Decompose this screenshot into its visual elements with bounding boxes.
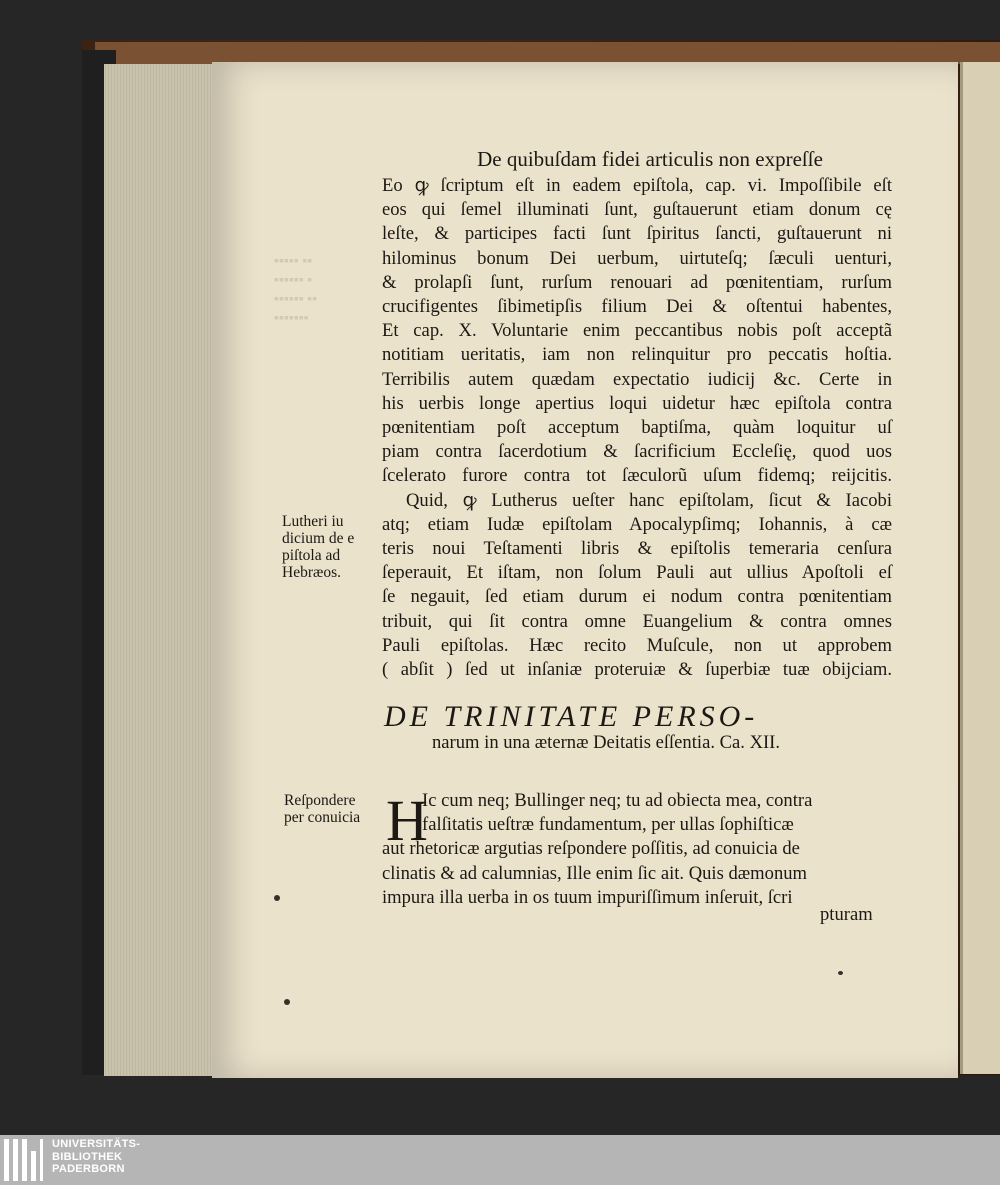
text-line: impura illa uerba in os tuum impuriſſimum inſeruit, ſcri xyxy=(382,886,793,908)
text-line: ſcelerato furore contra tot ſæculorũ uſum fidemq; reijcitis. xyxy=(382,465,892,487)
margin-note-line: Hebræos. xyxy=(282,564,341,581)
library-line-1: UNIVERSITÄTS- xyxy=(52,1138,141,1150)
library-name xyxy=(52,1138,140,1176)
text-line: clinatis & ad calumnias, Ille enim ſic ait. Quis dæmonum xyxy=(382,862,807,884)
library-line-2: BIBLIOTHEK xyxy=(52,1150,123,1163)
text-line: Terribilis autem quædam expectatio iudicij &c. Certe in xyxy=(382,368,892,390)
book-page xyxy=(212,62,958,1078)
margin-note-line: dicium de e xyxy=(282,530,355,547)
margin-note-line: Reſpondere xyxy=(284,792,356,809)
text-line: eos qui ſemel illuminati ſunt, guſtauerunt etiam donum cę xyxy=(382,199,892,221)
text-line: leſte, & participes facti ſunt ſpiritus ſancti, guſtauerunt ni xyxy=(382,223,892,245)
text-line: notitiam ueritatis, iam non relinquitur pro peccatis hoſtia. xyxy=(382,344,892,366)
ink-speck xyxy=(838,971,843,975)
catchword: pturam xyxy=(820,904,873,925)
text-line: crucifigentes ſibimetipſis filium Dei & oſtentui habentes, xyxy=(382,296,892,318)
page-edges xyxy=(104,64,214,1076)
cover-top-edge xyxy=(95,42,1000,64)
text-line: atq; etiam Iudæ epiſtolam Apocalypſimq; Iohannis, à cæ xyxy=(382,513,892,535)
text-line: ſe negauit, ſed etiam durum ei nodum contra pœnitentiam xyxy=(382,586,892,608)
chapter-paragraph xyxy=(382,789,892,910)
text-line: pœnitentiam poſt acceptum baptiſma, quàm loquitur uſ xyxy=(382,417,892,439)
margin-note-luther xyxy=(282,513,354,581)
text-line: Eo ꝙ ſcriptum eſt in eadem epiſtola, cap. vi. Impoſſibile eſt xyxy=(382,175,892,196)
ink-speck xyxy=(284,999,290,1005)
text-line: Et cap. X. Voluntarie enim peccantibus nobis poſt acceptã xyxy=(382,320,892,342)
text-line: teris noui Teſtamenti libris & epiſtolis temeraria cenſura xyxy=(382,538,892,560)
margin-note-respondere xyxy=(284,792,360,826)
bleed-through-text: ▪▪▪▪▪ ▪▪ ▪▪▪▪▪▪ ▪ ▪▪▪▪▪▪ ▪▪ ▪▪▪▪▪▪▪ xyxy=(274,254,318,326)
page-content xyxy=(212,62,958,1078)
text-line: aut rhetoricæ argutias reſpondere poſſitis, ad conuicia de xyxy=(382,838,800,860)
text-line: Pauli epiſtolas. Hæc recito Muſcule, non ut approbem xyxy=(382,634,892,656)
text-line: ſeperauit, Et iſtam, non ſolum Pauli aut ullius Apoſtoli eſ xyxy=(382,562,892,584)
drop-capital: H xyxy=(386,788,428,853)
text-line: hilominus bonum Dei uerbum, uirtuteſq; ſæculi uenturi, xyxy=(382,247,892,269)
margin-note-line: per conuicia xyxy=(284,809,361,826)
text-line: falſitatis ueſtræ fundamentum, per ullas ſophiſticæ xyxy=(422,814,794,836)
margin-note-line: piſtola ad xyxy=(282,547,341,564)
library-line-3: PADERBORN xyxy=(52,1163,125,1175)
running-head: De quibuſdam fidei articulis non expreſſe xyxy=(477,147,823,171)
text-line: tribuit, qui ſit contra omne Euangelium & contra omnes xyxy=(382,610,892,632)
text-line: & prolapſi ſunt, rurſum renouari ad pœnitentiam, rurſum xyxy=(382,271,892,293)
ink-speck xyxy=(274,895,280,901)
text-line: Quid, ꝙ Lutherus ueſter hanc epiſtolam, ſicut & Iacobi xyxy=(406,489,892,511)
section-subheading: narum in una æternæ Deitatis eſſentia. Ca. XII. xyxy=(432,732,781,753)
body-paragraph xyxy=(382,174,892,682)
text-line: piam contra ſacerdotium & ſacrificium Eccleſię, quod uos xyxy=(382,441,892,463)
library-footer xyxy=(0,1135,1000,1185)
facing-page-edge xyxy=(960,62,1000,1074)
text-line: Ic cum neq; Bullinger neq; tu ad obiecta mea, contra xyxy=(422,790,813,811)
text-line: his uerbis longe apertius loqui uidetur hæc epiſtola contra xyxy=(382,392,892,414)
margin-note-line: Lutheri iu xyxy=(282,513,344,530)
section-heading: DE TRINITATE PERSO- xyxy=(384,700,759,733)
library-logo-icon xyxy=(4,1139,44,1181)
text-line: ( abſit ) ſed ut inſaniæ proteruiæ & ſuperbiæ tuæ obijciam. xyxy=(382,659,892,681)
